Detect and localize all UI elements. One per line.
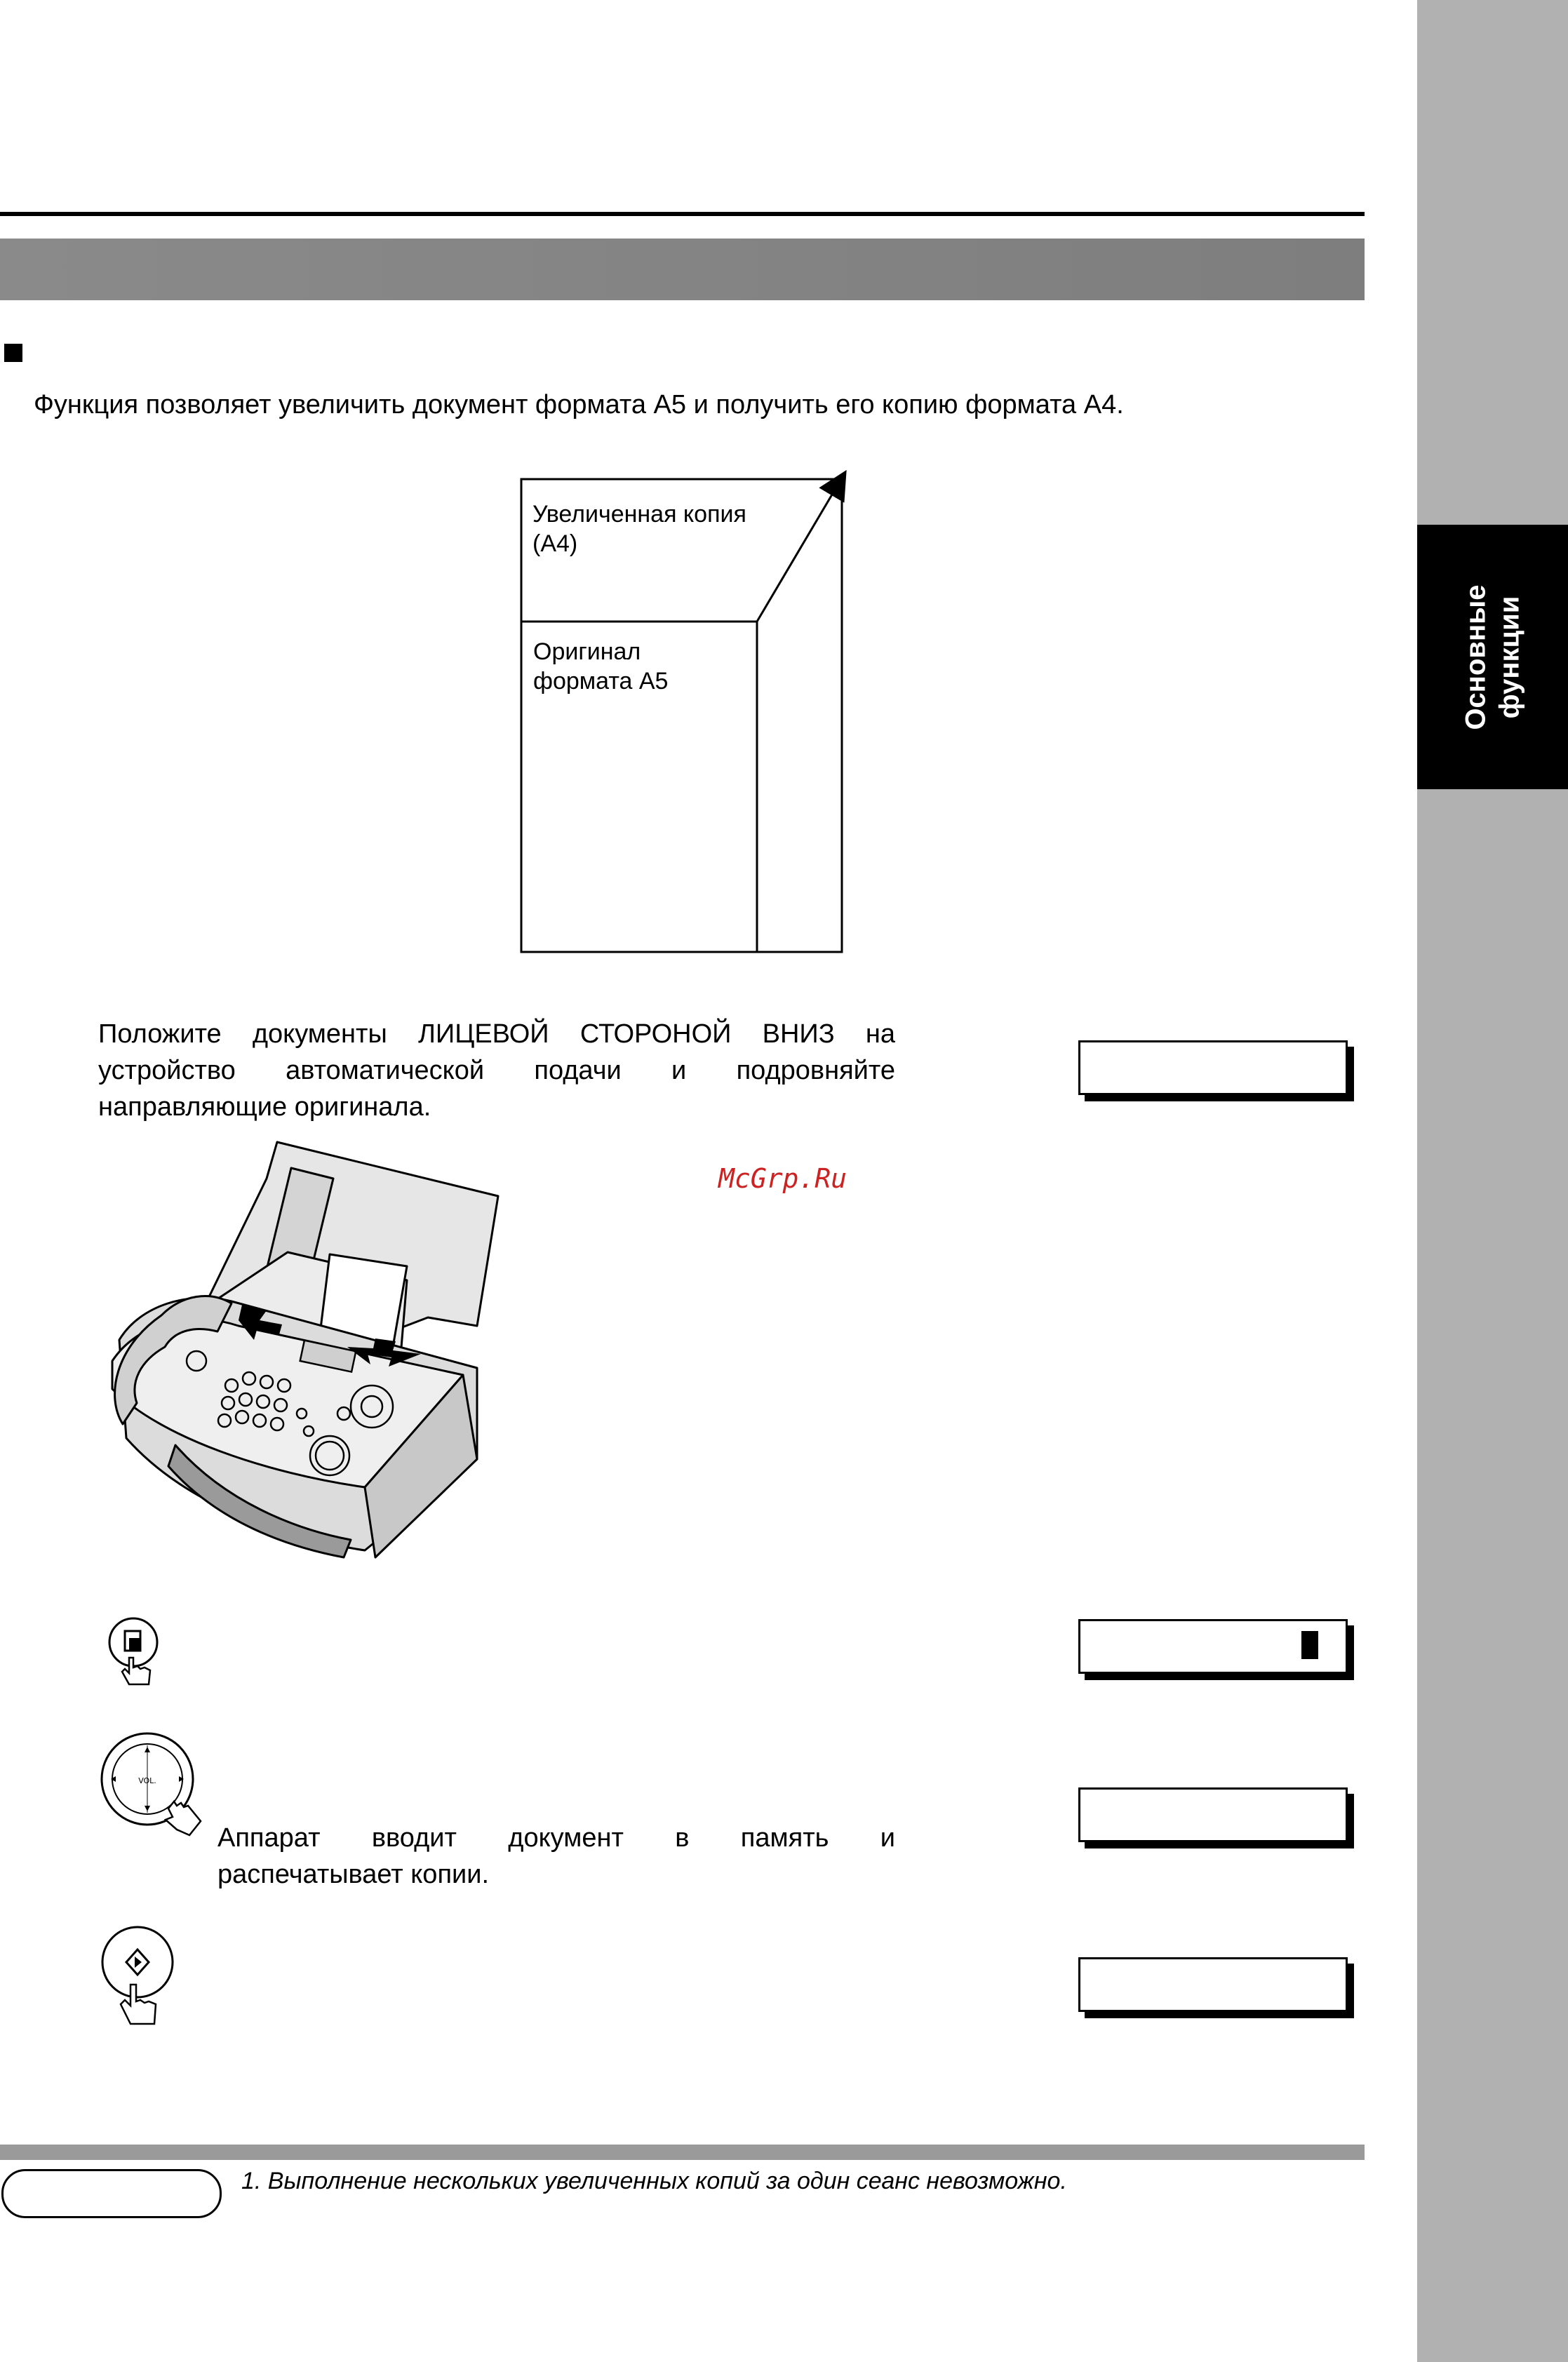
svg-text:VOL.: VOL.: [138, 1776, 156, 1785]
footnote-text: 1. Выполнение нескольких увеличенных копий за один сеанс невозможно.: [241, 2168, 1067, 2194]
enlarge-arrow: [757, 483, 839, 622]
footer-rule: [0, 2145, 1365, 2160]
original-line1: Оригинал: [533, 638, 641, 665]
chapter-tab-line2: функции: [1494, 596, 1525, 718]
start-button-icon: [98, 1926, 182, 2031]
step-3-line2: распечатывает копии.: [217, 1860, 490, 1889]
note-label-pill: [1, 2169, 222, 2218]
lcd-display-3: [1078, 1787, 1348, 1842]
lcd-display-2: [1078, 1619, 1348, 1674]
enlarged-copy-line1: Увеличенная копия: [532, 501, 746, 528]
step-1-line1: Положите документы ЛИЦЕВОЙ СТОРОНОЙ ВНИЗ на: [98, 1019, 895, 1049]
step-1-line3: направляющие оригинала.: [98, 1092, 431, 1122]
step-1-line2: устройство автоматической подачи и подровняйте: [98, 1056, 895, 1085]
chapter-tab-label: [1417, 525, 1568, 789]
lcd-cursor: [1301, 1631, 1318, 1659]
side-thumb-strip: [1417, 0, 1568, 2362]
enlarged-copy-label: [532, 499, 746, 558]
enlarged-copy-line2: (А4): [532, 530, 578, 557]
copy-button-icon: [105, 1617, 161, 1687]
volume-navigator-icon: [98, 1731, 210, 1844]
intro-text: Функция позволяет увеличить документ формата А5 и получить его копию формата А4.: [34, 390, 1124, 420]
fax-machine-illustration: [98, 1136, 505, 1564]
chapter-tab-line1: Основные: [1460, 584, 1492, 730]
step-1-text: [98, 1016, 895, 1125]
original-line2: формата А5: [533, 668, 669, 694]
lcd-display-4: [1078, 1957, 1348, 2012]
step-3-text: [217, 1820, 895, 1893]
header-rule: [0, 212, 1365, 216]
section-title-band: [0, 239, 1365, 300]
section-bullet: [4, 344, 22, 362]
original-label: [533, 637, 668, 696]
step-3-line1: Аппарат вводит документ в память и: [217, 1823, 895, 1853]
watermark: McGrp.Ru: [718, 1163, 847, 1194]
lcd-display-1: [1078, 1040, 1348, 1095]
